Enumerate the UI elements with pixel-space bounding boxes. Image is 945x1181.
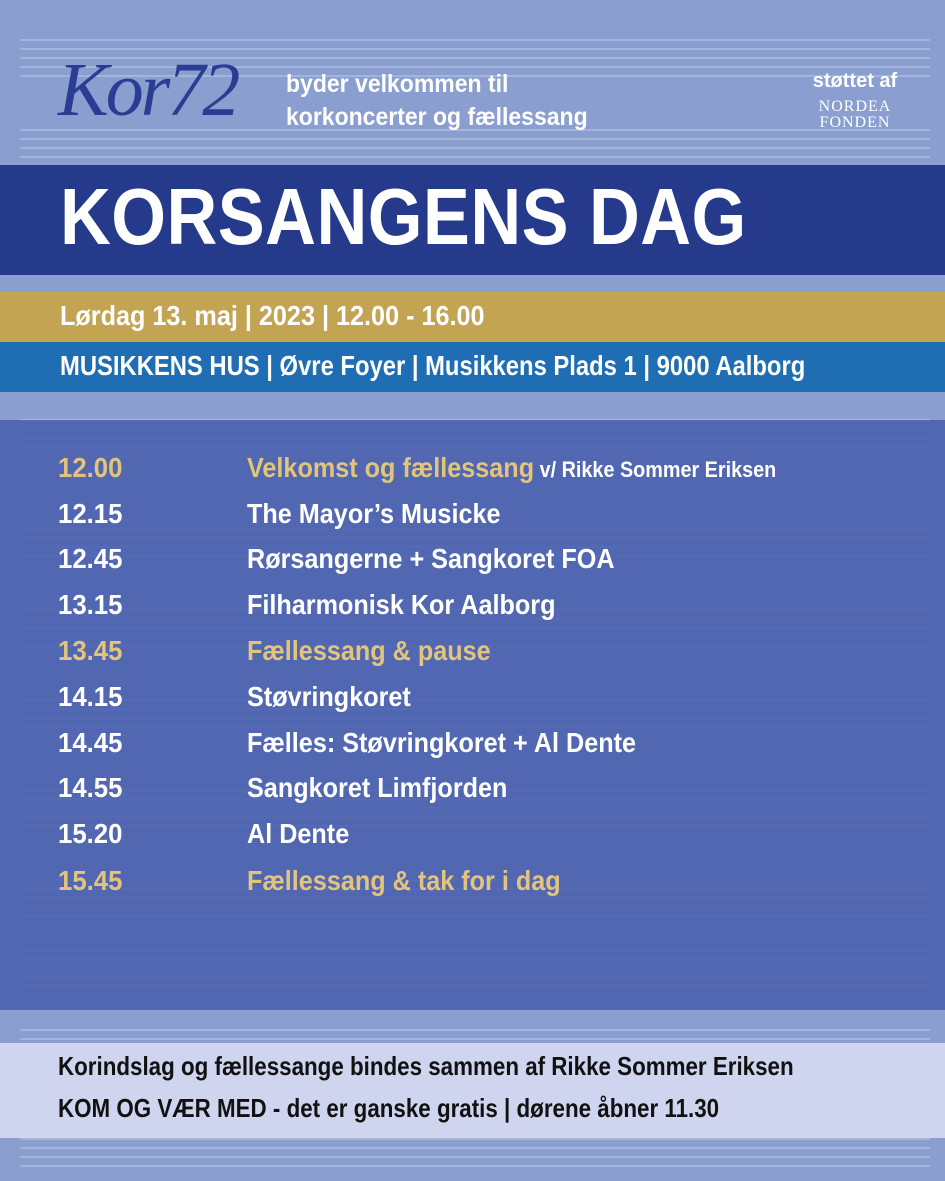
schedule-time: 15.20 (58, 818, 123, 849)
welcome-text (286, 68, 588, 134)
sponsor-line-1: NORDEA (818, 98, 892, 115)
kor72-logo: Kor72 (58, 48, 238, 132)
venue-bar (0, 342, 945, 392)
schedule-act (247, 543, 615, 575)
schedule-time: 13.15 (58, 589, 123, 620)
venue-line: MUSIKKENS HUS | Øvre Foyer | Musikkens Plads 1 | 9000 Aalborg (60, 350, 806, 381)
schedule-row (0, 498, 945, 538)
schedule-act-name: Velkomst og fællessang (247, 452, 535, 483)
welcome-line-1: byder velkommen til (286, 70, 509, 98)
schedule-act (247, 727, 636, 759)
schedule-act (247, 498, 500, 530)
schedule-act-name: Filharmonisk Kor Aalborg (247, 589, 556, 620)
title-bar (0, 165, 945, 275)
schedule-act-name: Fællessang & pause (247, 635, 491, 666)
schedule-row (0, 818, 945, 858)
schedule-act (247, 681, 411, 713)
schedule-act (247, 589, 556, 621)
schedule-act-name: Støvringkoret (247, 681, 411, 712)
schedule-act (247, 452, 776, 484)
schedule-act (247, 772, 507, 804)
sponsor-block (800, 70, 910, 131)
schedule-time: 12.00 (58, 452, 123, 483)
schedule-act-name: Fællessang & tak for i dag (247, 865, 561, 896)
schedule-time: 12.45 (58, 543, 123, 574)
schedule-act-name: Fælles: Støvringkoret + Al Dente (247, 727, 637, 758)
schedule-row (0, 865, 945, 905)
date-line: Lørdag 13. maj | 2023 | 12.00 - 16.00 (60, 300, 485, 331)
header (0, 0, 945, 165)
schedule-time: 15.45 (58, 865, 123, 896)
schedule-host: v/ Rikke Sommer Eriksen (534, 457, 777, 482)
schedule-act-name: Rørsangerne + Sangkoret FOA (247, 543, 615, 574)
supported-label: støttet af (812, 70, 898, 92)
schedule-time: 14.15 (58, 681, 123, 712)
schedule-act (247, 865, 561, 897)
welcome-line-2: korkoncerter og fællessang (286, 103, 588, 131)
schedule-row (0, 772, 945, 812)
schedule-act-name: Al Dente (247, 818, 350, 849)
footer-line-1: Korindslag og fællessange bindes sammen af Rikke Sommer Eriksen (58, 1051, 794, 1081)
date-bar (0, 292, 945, 342)
schedule-row (0, 543, 945, 583)
schedule-time: 12.15 (58, 498, 123, 529)
schedule-row (0, 452, 945, 492)
schedule-time: 14.45 (58, 727, 123, 758)
footer-bar (0, 1043, 945, 1138)
schedule-row (0, 589, 945, 629)
schedule-row (0, 727, 945, 767)
schedule-row (0, 635, 945, 675)
event-title: KORSANGENS DAG (60, 172, 747, 261)
nordea-fonden-logo (800, 99, 910, 131)
schedule-act (247, 635, 491, 667)
schedule-act (247, 818, 349, 850)
sponsor-line-2: FONDEN (819, 114, 891, 131)
schedule-time: 13.45 (58, 635, 123, 666)
schedule-time: 14.55 (58, 772, 123, 803)
footer-line-2: KOM OG VÆR MED - det er ganske gratis | dørene åbner 11.30 (58, 1093, 720, 1123)
schedule-act-name: The Mayor’s Musicke (247, 498, 501, 529)
schedule-row (0, 681, 945, 721)
schedule-act-name: Sangkoret Limfjorden (247, 772, 508, 803)
